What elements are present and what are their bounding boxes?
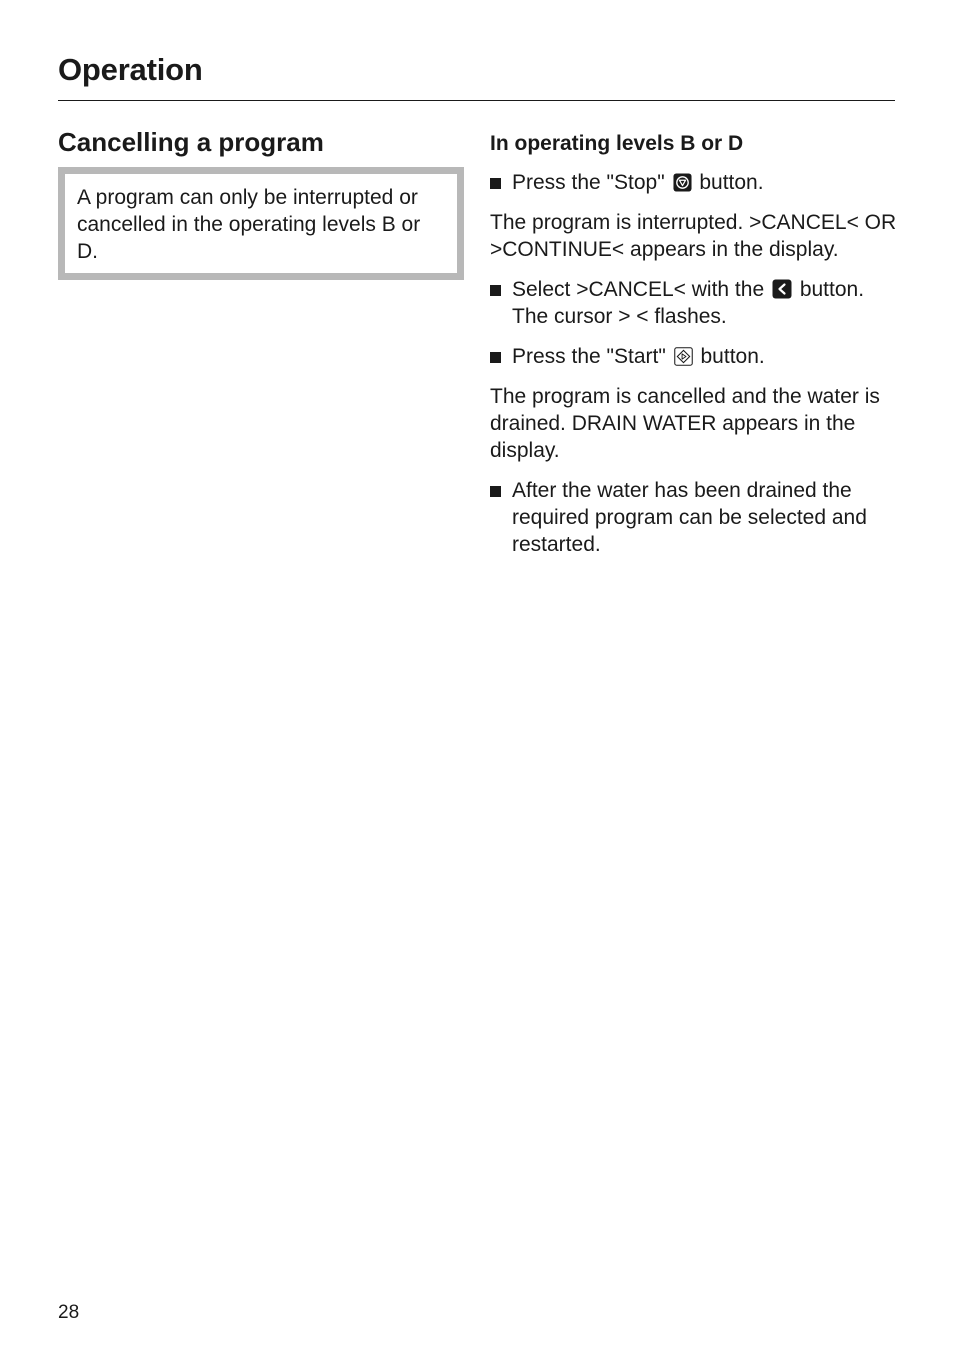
subsection-title: Cancelling a program bbox=[58, 127, 324, 157]
left-arrow-button-icon bbox=[772, 279, 792, 299]
bullet-square-icon bbox=[490, 178, 501, 189]
cancelled-paragraph: The program is cancelled and the water is drained. DRAIN WATER appears in the display. bbox=[490, 385, 880, 462]
note-box bbox=[58, 167, 464, 280]
start-button-icon bbox=[674, 347, 693, 366]
bullet-square-icon bbox=[490, 352, 501, 363]
section-title: Operation bbox=[58, 52, 203, 87]
bullet-square-icon bbox=[490, 285, 501, 296]
step-text: Press the "Stop" bbox=[512, 171, 665, 194]
step-text: After the water has been drained the required program can be selected and restarted. bbox=[512, 479, 867, 556]
step-press-start bbox=[490, 343, 900, 370]
step-select-cancel bbox=[490, 276, 900, 330]
stop-button-icon bbox=[673, 173, 692, 192]
bullet-square-icon bbox=[490, 486, 501, 497]
step-text-after: button. bbox=[700, 345, 765, 368]
left-column bbox=[58, 126, 464, 280]
interrupted-paragraph: The program is interrupted. >CANCEL< OR >CONTINUE< appears in the display. bbox=[490, 211, 897, 261]
step-text: Select >CANCEL< with the bbox=[512, 278, 765, 301]
right-column bbox=[490, 130, 900, 571]
step-text: Press the "Start" bbox=[512, 345, 666, 368]
step-text-after: button. The cursor > < flashes. bbox=[512, 278, 865, 328]
page-number: 28 bbox=[58, 1302, 80, 1323]
step-restart bbox=[490, 477, 900, 558]
step-text-after: button. bbox=[699, 171, 764, 194]
note-text: A program can only be interrupted or cancelled in the operating levels B or D. bbox=[77, 186, 421, 263]
step-press-stop bbox=[490, 169, 900, 196]
operating-levels-heading: In operating levels B or D bbox=[490, 132, 744, 155]
header-rule bbox=[58, 100, 895, 101]
